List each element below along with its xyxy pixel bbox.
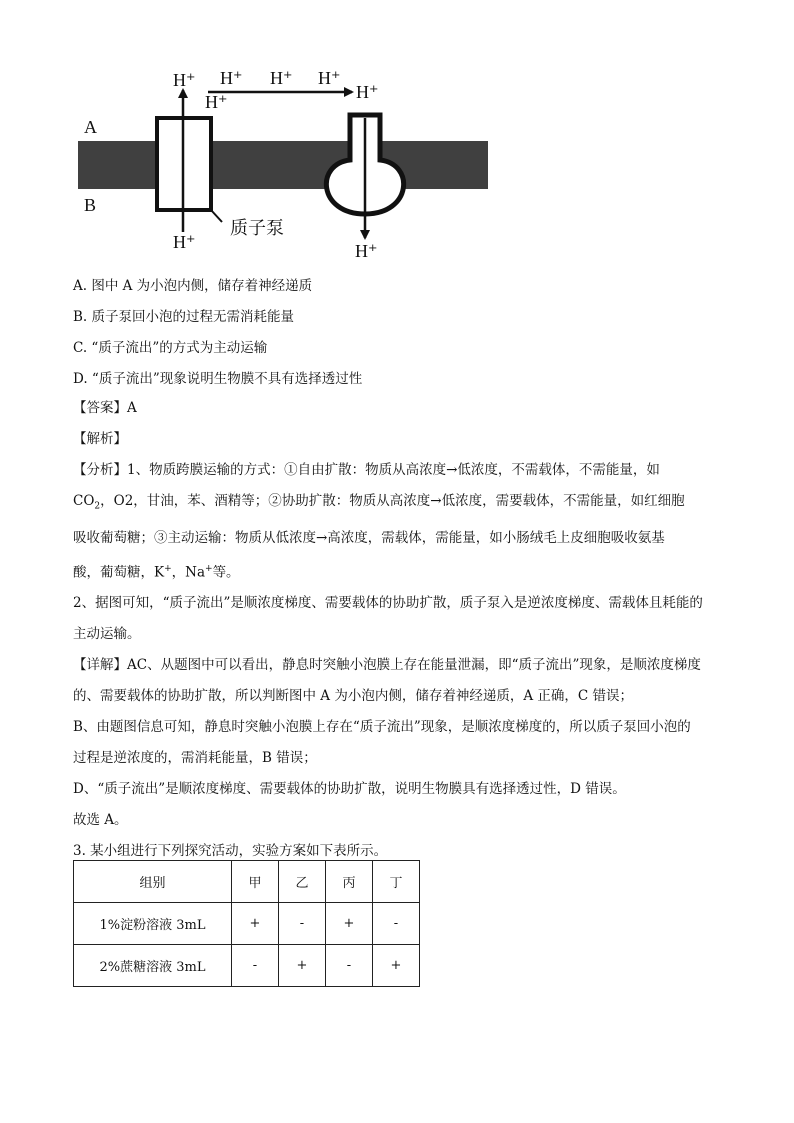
conclusion: 故选 A。 <box>73 812 128 829</box>
h-plus-1: H⁺ <box>173 70 196 90</box>
answer-tag: 【答案】 <box>73 400 127 416</box>
analysis-heading: 【解析】 <box>73 431 127 447</box>
option-d: D. “质子流出”现象说明生物膜不具有选择透过性 <box>73 371 363 387</box>
analysis-point-2a: 2、据图可知，“质子流出”是顺浓度梯度、需要载体的协助扩散，质子泵入是逆浓度梯度、需载体且耗能的 <box>73 595 703 612</box>
analysis-line-1: 【分析】1、物质跨膜运输的方式：①自由扩散：物质从高浓度→低浓度，不需载体，不需能量，如 <box>73 462 660 478</box>
detail-b-2: 过程是逆浓度的，需消耗能量，B 错误； <box>73 750 317 767</box>
header-cell: 丁 <box>373 861 420 903</box>
header-cell: 丙 <box>326 861 373 903</box>
h-plus-6: H⁺ <box>356 82 379 102</box>
table-cell: + <box>232 903 279 945</box>
analysis-tag: 【分析】 <box>73 462 127 478</box>
answer-value: A <box>127 400 137 416</box>
detail-b-1: B、由题图信息可知，静息时突触小泡膜上存在“质子流出”现象，是顺浓度梯度的，所以质子泵回小泡的 <box>73 719 691 736</box>
detail-d-1: D、“质子流出”是顺浓度梯度、需要载体的协助扩散，说明生物膜具有选择透过性，D 错误。 <box>73 781 626 798</box>
table-cell: + <box>279 945 326 987</box>
analysis-line-2: $CO_2$，O2，甘油，苯、酒精等；②协助扩散：物质从高浓度→低浓度，需要载体，不需能量，如红细胞 <box>73 493 685 512</box>
h-plus-2: H⁺ <box>220 68 243 88</box>
header-cell: 乙 <box>279 861 326 903</box>
table-cell: - <box>279 903 326 945</box>
option-a: A. 图中 A 为小泡内侧，储存着神经递质 <box>73 278 313 294</box>
h-plus-7: H⁺ <box>173 232 196 252</box>
table-row <box>74 903 420 945</box>
h-plus-8: H⁺ <box>355 241 378 261</box>
question-3: 3. 某小组进行下列探究活动，实验方案如下表所示。 <box>73 843 388 860</box>
header-cell: 甲 <box>232 861 279 903</box>
table-cell: - <box>373 903 420 945</box>
table-row <box>74 945 420 987</box>
answer-line <box>73 393 723 424</box>
analysis-point-2b: 主动运输。 <box>73 626 141 643</box>
table-cell: 2%蔗糖溶液 3mL <box>74 945 232 987</box>
experiment-table <box>73 860 420 987</box>
option-c: C. “质子流出”的方式为主动运输 <box>73 340 268 356</box>
h-plus-5: H⁺ <box>205 92 228 112</box>
header-cell: 组别 <box>74 861 232 903</box>
label-b: B <box>84 195 97 215</box>
pump-pointer <box>211 210 222 222</box>
label-a: A <box>84 117 97 137</box>
membrane-diagram <box>70 62 500 272</box>
table-header-row <box>74 861 420 903</box>
h-plus-4: H⁺ <box>318 68 341 88</box>
detail-ac-1: 【详解】AC、从题图中可以看出，静息时突触小泡膜上存在能量泄漏，即“质子流出”现象，是顺浓度梯度 <box>73 657 701 674</box>
h-plus-3: H⁺ <box>270 68 293 88</box>
table-cell: - <box>326 945 373 987</box>
membrane-figure <box>70 62 500 272</box>
detail-tag: 【详解】 <box>73 657 127 674</box>
solution-body <box>73 393 723 867</box>
analysis-line-4: 酸，葡萄糖，K+，Na+等。 <box>73 563 240 581</box>
proton-pump-label: 质子泵 <box>230 218 284 239</box>
table-cell: + <box>373 945 420 987</box>
table-cell: + <box>326 903 373 945</box>
table-cell: 1%淀粉溶液 3mL <box>74 903 232 945</box>
membrane-band <box>78 141 488 189</box>
detail-ac-2: 的、需要载体的协助扩散，所以判断图中 A 为小泡内侧，储存着神经递质，A 正确，C 错误； <box>73 688 633 705</box>
option-b: B. 质子泵回小泡的过程无需消耗能量 <box>73 309 295 325</box>
table-cell: - <box>232 945 279 987</box>
analysis-line-3: 吸收葡萄糖；③主动运输：物质从低浓度→高浓度，需载体，需能量，如小肠绒毛上皮细胞吸收氨基 <box>73 529 665 546</box>
